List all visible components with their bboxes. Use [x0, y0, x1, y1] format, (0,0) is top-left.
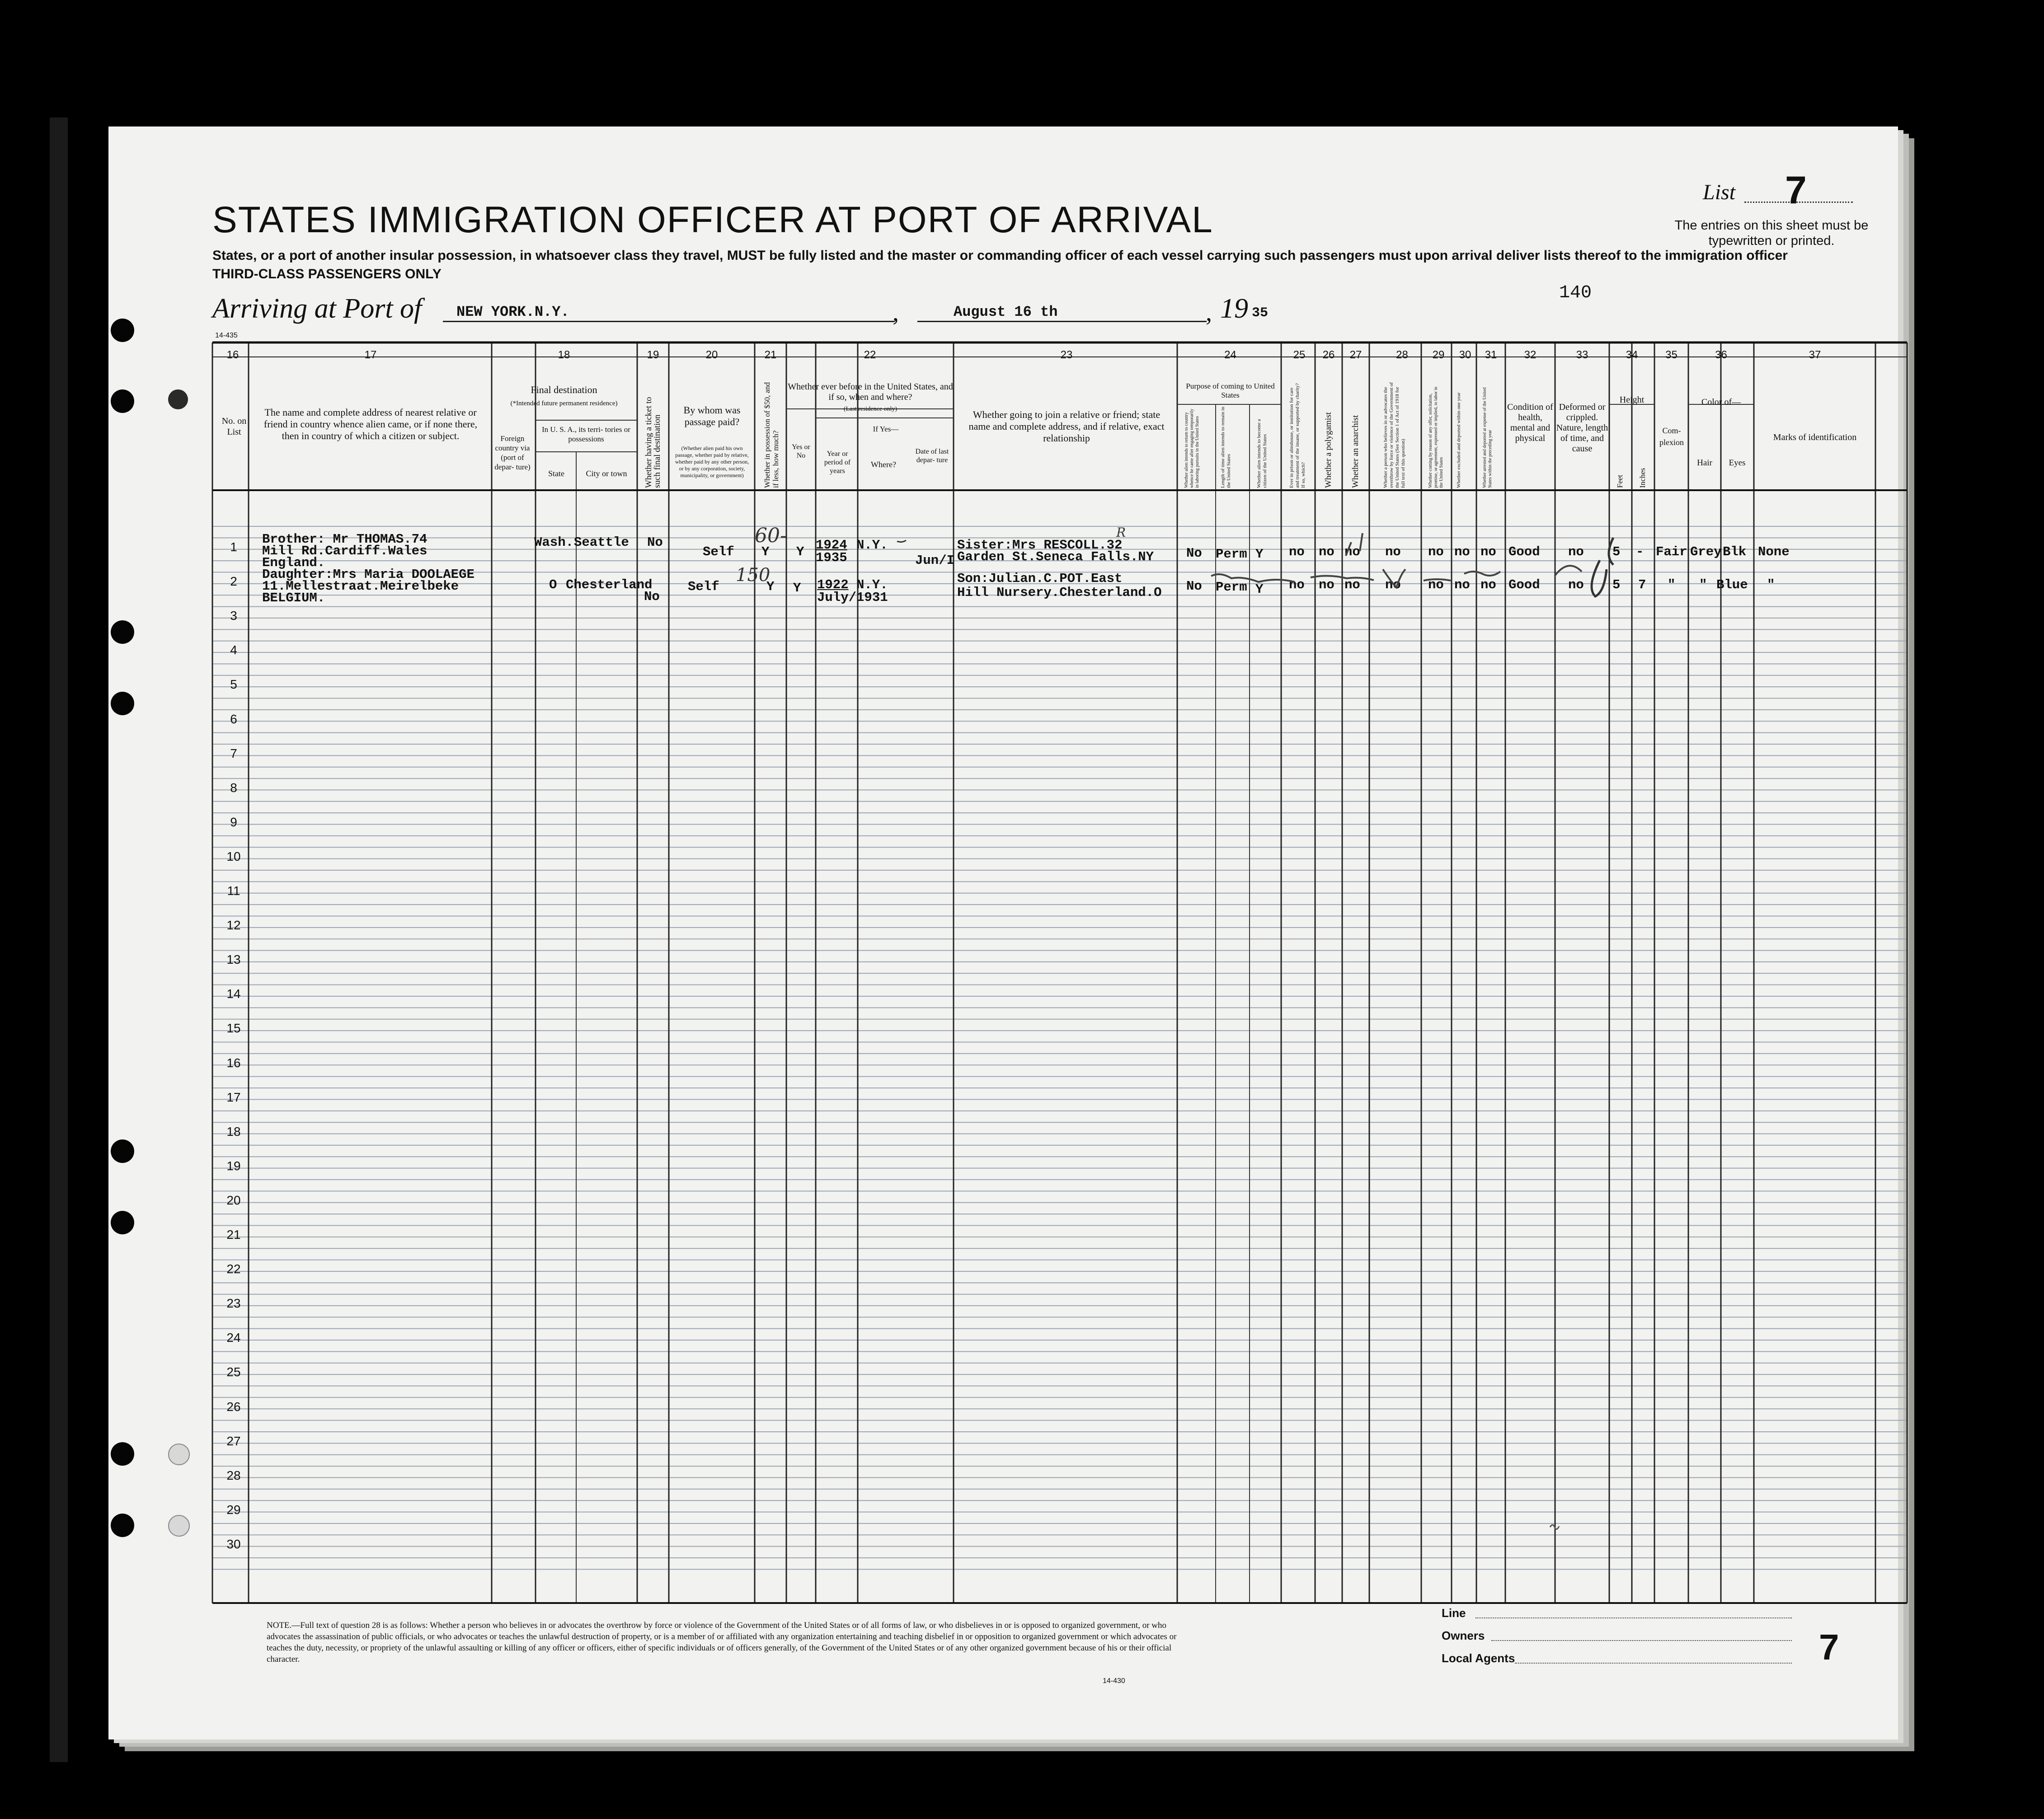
colnum-37: 37 [1809, 349, 1821, 361]
entry-2-q30: no [1454, 577, 1470, 592]
entry-1-ticket: No [647, 535, 663, 550]
entry-2-join-line2: Hill Nursery.Chesterland.O [957, 585, 1162, 600]
list-number: 7 [1785, 169, 1807, 212]
colnum-30: 30 [1459, 349, 1471, 361]
colnum-27: 27 [1349, 349, 1362, 361]
row-number: 11 [227, 884, 240, 898]
entry-1-fifty-handwritten: 60- [755, 524, 787, 547]
row-number: 29 [226, 1502, 241, 1517]
header-passage-note: (Whether alien paid his own passage, whether paid by relative, whether paid by any other person, or by any corporation, society, municipality, or government) [675, 445, 749, 478]
entry-1-before: Y [796, 544, 804, 559]
row-number: 4 [230, 643, 237, 657]
entry-1-deformed: no [1568, 544, 1584, 559]
row-number: 10 [226, 849, 241, 863]
row-number: 28 [226, 1468, 241, 1482]
entry-1-complexion: Fair [1656, 544, 1687, 559]
colnum-22: 22 [864, 349, 876, 361]
entry-2-hair: " [1699, 577, 1707, 592]
colnum-28: 28 [1396, 349, 1408, 361]
colnum-24: 24 [1224, 349, 1236, 361]
date-value: August 16 th [954, 304, 1058, 320]
entry-1-state: Wash. [534, 535, 574, 550]
year-suffix: 35 [1252, 305, 1269, 321]
entry-2-state: O [549, 577, 557, 592]
row-number: 25 [226, 1365, 241, 1379]
comma: , [893, 299, 899, 327]
header-fifty-dollars: Whether in possession of $50, and if less, how much? [763, 382, 780, 488]
row-number: 1 [230, 540, 237, 554]
header-q28: Whether a person who believes in or advocates the overthrow by force or violence of the Government of the United States (See Section 1 of Act of 1918 for full text of this question) [1383, 382, 1406, 488]
entry-1-join-line1: Sister:Mrs RESCOLL.32 [957, 538, 1123, 553]
entry-1-feet: 5 [1612, 544, 1621, 559]
list-label: List [1703, 180, 1736, 204]
entry-2-before: Y [793, 581, 801, 595]
entry-1-years-line2: 1935 [816, 550, 847, 565]
year-prefix: 19 [1220, 293, 1248, 324]
footer-line-rule [1475, 1617, 1792, 1618]
colnum-36: 36 [1715, 349, 1727, 361]
row-number: 9 [230, 815, 237, 829]
entry-2-q31: no [1480, 577, 1496, 592]
row-number: 12 [226, 918, 241, 933]
entry-2-ticket: No [644, 589, 660, 604]
header-foreign-country: Foreign country via (port of depar- ture) [494, 434, 531, 471]
row-number: 26 [226, 1399, 241, 1414]
entry-2-feet: 5 [1612, 577, 1621, 592]
entry-2-relative-line3: BELGIUM. [262, 591, 325, 605]
header-ever-before: Whether ever before in the United States, and if so, when and where? [788, 382, 953, 402]
colnum-23: 23 [1060, 349, 1073, 361]
entry-2-join-line1: Son:Julian.C.POT.East [957, 571, 1123, 586]
colnum-29: 29 [1432, 349, 1445, 361]
header-yes-no: Yes or No [792, 443, 810, 459]
form-code-top: 14-435 [215, 332, 238, 339]
row-number: 19 [226, 1158, 241, 1173]
header-final-destination-note: (*Intended future permanent residence) [510, 400, 618, 407]
row-number: 7 [230, 746, 237, 760]
row-number: 8 [230, 780, 237, 795]
stamp-number: 140 [1559, 283, 1592, 303]
entry-1-relative-line3: England. [262, 555, 325, 570]
form-code-bottom: 14-430 [1103, 1677, 1125, 1685]
footer-owners-rule [1491, 1640, 1792, 1641]
entry-1-years-line1: 1924 [816, 538, 847, 553]
entry-2-health: Good [1508, 577, 1540, 592]
entry-1-join-line2: Garden St.Seneca Falls.NY [957, 549, 1154, 564]
entry-1-prison: no [1289, 544, 1305, 559]
header-purpose-a: Whether alien intends to return to country whence he came after engaging temporarily in laboring pursuits in the United States [1184, 408, 1200, 488]
colnum-17: 17 [364, 349, 377, 361]
entry-1-anarchist: no [1344, 544, 1360, 559]
entry-1-q30: no [1454, 544, 1470, 559]
colnum-21: 21 [764, 349, 777, 361]
row-number: 14 [226, 987, 241, 1001]
header-passage: By whom was passage paid? [683, 404, 741, 427]
entry-1-polygamist: no [1319, 544, 1334, 559]
entry-2-fifty-handwritten: 150 [736, 565, 771, 586]
port-value: NEW YORK.N.Y. [456, 304, 569, 320]
entry-2-city: Chesterland [566, 577, 653, 592]
arriving-label: Arriving at Port of [212, 293, 422, 324]
header-in-usa: In U. S. A., its terri- tories or possessions [542, 425, 630, 443]
colnum-33: 33 [1576, 349, 1588, 361]
colnum-26: 26 [1322, 349, 1335, 361]
entry-1-last-departure: Jun/I [915, 553, 955, 568]
header-feet: Feet [1616, 474, 1624, 488]
footer-agents-rule [1515, 1663, 1792, 1664]
comma: , [1206, 299, 1212, 327]
entry-1-fifty: Y [761, 544, 770, 559]
header-inches: Inches [1638, 468, 1647, 488]
row-number: 16 [226, 1055, 241, 1070]
entry-1-hair: Grey [1690, 544, 1722, 559]
entry-1-marks: None [1758, 544, 1790, 559]
colnum-34: 34 [1626, 349, 1638, 361]
row-number: 6 [230, 712, 237, 726]
row-number: 13 [226, 952, 241, 967]
header-final-destination: Final destination [531, 384, 597, 395]
header-year-period: Year or period of years [824, 450, 851, 475]
instruction-text: States, or a port of another insular possession, in whatsoever class they travel, MUST be fully listed and the master or commanding officer of each vessel carrying such passengers must upon arrival deliver lists thereof to the immigration officer [212, 248, 1788, 263]
colnum-35: 35 [1665, 349, 1677, 361]
row-number: 21 [226, 1228, 241, 1242]
entry-1-inches: - [1636, 544, 1644, 559]
header-polygamist: Whether a polygamist [1324, 412, 1333, 488]
row-number: 27 [226, 1434, 241, 1448]
row-number: 15 [226, 1021, 241, 1036]
colnum-32: 32 [1524, 349, 1537, 361]
row-number: 24 [226, 1331, 241, 1345]
class-line: THIRD-CLASS PASSENGERS ONLY [212, 267, 442, 281]
entry-1-join-annotation: R [1116, 525, 1126, 540]
colnum-19: 19 [647, 349, 659, 361]
header-anarchist: Whether an anarchist [1351, 415, 1360, 488]
entry-1-q31: no [1480, 544, 1496, 559]
header-eyes: Eyes [1729, 458, 1746, 468]
entry-2-where: N.Y. [856, 577, 888, 592]
header-state: State [548, 469, 564, 478]
footer-owners-label: Owners [1442, 1629, 1485, 1642]
colnum-20: 20 [705, 349, 718, 361]
header-last-residence: (Last residence only) [843, 406, 897, 413]
colnum-31: 31 [1485, 349, 1497, 361]
entry-1-eyes: Blk [1723, 544, 1747, 559]
colnum-25: 25 [1293, 349, 1306, 361]
header-q31: Whether arrested and deported at expense of the United States within the preceding year [1482, 387, 1493, 488]
header-marks: Marks of identification [1773, 432, 1857, 442]
header-no-on-list: No. on List [221, 416, 247, 437]
row-number: 22 [226, 1262, 241, 1276]
entry-2-relative-line1: Daughter:Mrs Maria DOOLAEGE [262, 567, 475, 582]
header-where: Where? [871, 460, 896, 469]
row-number: 20 [226, 1193, 241, 1207]
entry-1-purpose-a: No [1186, 546, 1202, 561]
entry-1-passage: Self [703, 544, 734, 559]
entry-2-polygamist: no [1319, 577, 1334, 592]
header-prison: Ever in prison or almshouse, or institution for care and treatment of the insane, or supported by charity? If so, which? [1289, 383, 1306, 488]
row-number: 17 [226, 1090, 241, 1104]
entry-2-relative-line2: 11.Mellestraat.Meirelbeke [262, 579, 459, 594]
entry-2-years-line1: 1922 [817, 577, 849, 592]
header-q30: Whether excluded and deported within one year [1456, 392, 1461, 488]
header-height: Height [1619, 395, 1645, 405]
entry-1-purpose-c: Y [1255, 547, 1264, 562]
footnote-question-28: NOTE.—Full text of question 28 is as follows: Whether a person who believes in or advocates the overthrow by force or violence of the Government of the United States or of all forms of law, or who disbelieves in or is opposed to organized government, or who advocates the assassination of public officials, or who advocates or teaches the unlawful destruction of property, or is a member of or affiliated with any organization entertaining and teaching disbelief in or opposition to organized government or which advocates or teaches the duty, necessity, or propriety of the unlawful assaulting or killing of any officer or officers, either of specific individuals or of officers generally, of the Government of the United States or of any other organized government because of his or their official character. [267, 1621, 1177, 1664]
row-number: 30 [226, 1537, 241, 1551]
header-city: City or town [586, 469, 627, 478]
footer-line-label: Line [1442, 1606, 1466, 1620]
row-number: 3 [230, 609, 237, 623]
entry-1-relative-line2: Mill Rd.Cardiff.Wales [262, 544, 428, 558]
entry-2-q28: no [1385, 577, 1401, 592]
header-date-last-departure: Date of last depar- ture [915, 448, 949, 464]
entry-2-prison: no [1289, 577, 1305, 592]
entry-2-eyes: Blue [1716, 577, 1748, 592]
entry-2-passage: Self [688, 579, 719, 594]
page-title: STATES IMMIGRATION OFFICER AT PORT OF ARRIVAL [212, 199, 1213, 240]
header-relative: The name and complete address of nearest relative or friend in country whence alien came, or if none there, then in country of which a citizen or subject. [263, 407, 478, 441]
entry-2-purpose-a: No [1186, 579, 1202, 594]
header-purpose-c: Whether alien intends to become a citizen of the United States [1256, 419, 1268, 488]
header-hair: Hair [1697, 458, 1712, 468]
entry-2-fifty: Y [766, 579, 775, 594]
header-q29: Whether coming by reason of any offer, solicitation, promise, or agreement, expressed or implied, to labor in the United States [1428, 386, 1444, 488]
entry-1-q29: no [1428, 544, 1444, 559]
row-number: 5 [230, 677, 237, 692]
entry-2-inches: 7 [1638, 577, 1646, 592]
entry-2-anarchist: no [1344, 577, 1360, 592]
entry-2-q29: no [1428, 577, 1444, 592]
entry-2-marks: " [1767, 577, 1775, 592]
header-join-relative: Whether going to join a relative or friend; state name and complete address, and if relative, exact relationship [968, 409, 1165, 444]
footer-list-number: 7 [1819, 1627, 1839, 1667]
header-if-yes: If Yes— [873, 425, 899, 433]
header-ticket: Whether having a ticket to such final destination [644, 397, 662, 488]
entry-2-years-line2: July/1931 [817, 590, 888, 605]
entry-2-purpose-b: Perm [1216, 580, 1247, 595]
row-number: 2 [230, 574, 237, 589]
colnum-18: 18 [558, 349, 570, 361]
colnum-16: 16 [226, 349, 239, 361]
header-condition: Condition of health, mental and physical [1507, 402, 1553, 443]
entry-2-complexion: " [1668, 577, 1676, 592]
header-deformed: Deformed or crippled. Nature, length of time, and cause [1556, 402, 1608, 454]
header-purpose: Purpose of coming to United States [1186, 382, 1275, 399]
header-purpose-b: Length of time alien intends to remain in the United States [1220, 407, 1231, 488]
header-color-of: Color of— [1701, 397, 1741, 407]
header-complexion: Com- plexion [1659, 426, 1684, 447]
entry-2-purpose-c: Y [1255, 582, 1264, 597]
entry-2-deformed: no [1568, 577, 1584, 592]
footer-agents-label: Local Agents [1442, 1651, 1515, 1665]
entries-note: The entries on this sheet must be typewritten or printed. [1674, 218, 1869, 248]
entry-1-q28: no [1385, 544, 1401, 559]
entry-1-city: Seattle [574, 535, 629, 550]
entry-1-relative-line1: Brother: Mr THOMAS.74 [262, 532, 428, 547]
row-number: 18 [226, 1124, 241, 1139]
entry-1-health: Good [1508, 544, 1540, 559]
entry-1-where: N.Y. [856, 538, 888, 553]
row-number: 23 [226, 1296, 241, 1311]
entry-1-purpose-b: Perm [1216, 547, 1247, 562]
